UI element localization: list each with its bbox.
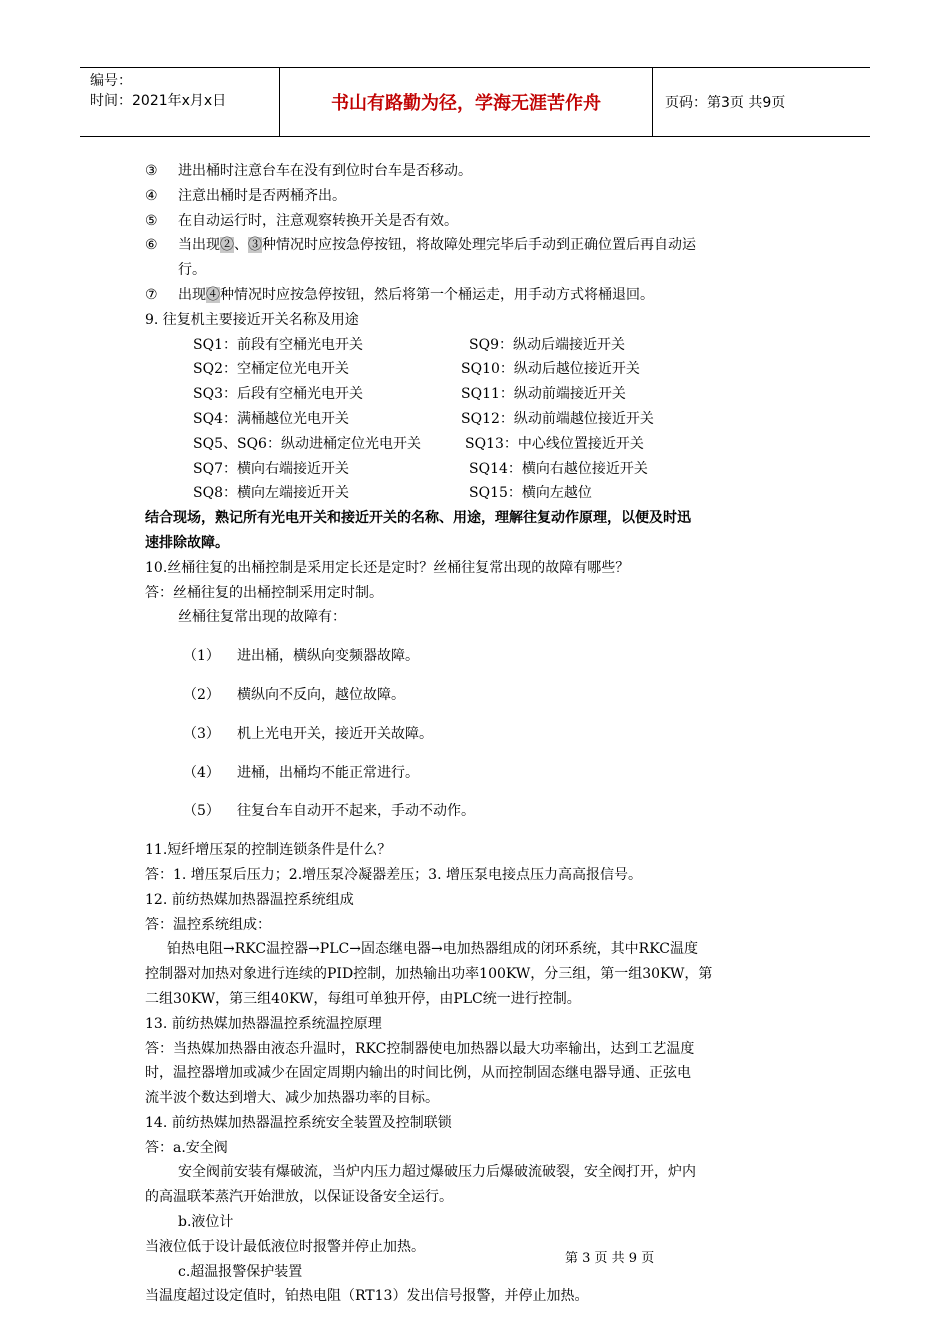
document-body [145,159,815,1309]
fault-item: （5） 往复台车自动开不起来，手动不动作。 [183,803,475,820]
paragraph-line: 的高温联苯蒸汽开始泄放，以保证设备安全运行。 [145,1189,453,1206]
faults-intro: 丝桶往复常出现的故障有： [178,609,346,626]
list-item-continuation: 行。 [178,262,206,279]
list-item: ③ 进出桶时注意台车在没有到位时台车是否移动。 [145,163,472,179]
switch-row: SQ3：后段有空桶光电开关 SQ11：纵动前端接近开关 [193,386,626,403]
answer-text: 答：1. 增压泵后压力；2.增压泵冷凝器差压；3. 增压泵电接点压力高高报信号。 [145,866,642,883]
list-item: ⑤ 在自动运行时，注意观察转换开关是否有效。 [145,212,458,229]
fault-item: （4） 进桶，出桶均不能正常进行。 [183,764,419,781]
highlighted-ref: ③ [248,237,262,254]
header-meta [80,68,280,136]
question-title: 9. 往复机主要接近开关名称及用途 [145,311,359,328]
paragraph-line: 当液位低于设计最低液位时报警并停止加热。 [145,1238,425,1255]
paragraph-line: 答：当热媒加热器由液态升温时，RKC控制器使电加热器以最大功率输出，达到工艺温度 [145,1040,695,1057]
answer-text: 答：a.安全阀 [145,1139,228,1156]
switch-row: SQ2：空桶定位光电开关 SQ10：纵动后越位接近开关 [193,361,640,378]
switch-row: SQ7：横向右端接近开关 SQ14：横向右越位接近开关 [193,460,648,477]
list-item: ④ 注意出桶时是否两桶齐出。 [145,187,346,204]
header-motto: 书山有路勤为径，学海无涯苦作舟 [280,68,653,136]
answer-text: 答：温控系统组成： [145,916,271,933]
bold-note: 速排除故障。 [145,534,229,551]
list-item: ⑦ 出现④种情况时应按急停按钮，然后将第一个桶运走，用手动方式将桶退回。 [145,286,654,303]
highlighted-ref: ④ [206,286,220,303]
question-title: 12. 前纺热媒加热器温控系统组成 [145,891,354,908]
list-item: ⑥ 当出现②、③种情况时应按急停按钮，将故障处理完毕后手动到正确位置后再自动运 [145,237,696,254]
paragraph-line: 铂热电阻→RKC温控器→PLC→固态继电器→电加热器组成的闭环系统，其中RKC温度 [167,941,699,958]
sub-label: b.液位计 [178,1214,234,1231]
paragraph-line: 二组30KW，第三组40KW，每组可单独开停，由PLC统一进行控制。 [145,990,581,1007]
page-header [80,67,870,137]
paragraph-line: 时，温控器增加或减少在固定周期内输出的时间比例，从而控制固态继电器导通、正弦电 [145,1065,691,1082]
question-title: 11.短纤增压泵的控制连锁条件是什么？ [145,842,392,859]
fault-item: （2） 横纵向不反向，越位故障。 [183,686,405,703]
paragraph-line: 控制器对加热对象进行连续的PID控制，加热输出功率100KW，分三组，第一组30KW，第 [145,966,713,983]
sub-label: c.超温报警保护装置 [178,1263,303,1280]
number-label: 编号： [90,73,132,89]
question-title: 10.丝桶往复的出桶控制是采用定长还是定时？丝桶往复常出现的故障有哪些？ [145,559,630,576]
switch-row: SQ8：横向左端接近开关 SQ15：横向左越位 [193,485,592,502]
header-page-label: 页码：第3页 共9页 [665,95,786,111]
question-title: 14. 前纺热媒加热器温控系统安全装置及控制联锁 [145,1114,452,1131]
fault-item: （3） 机上光电开关，接近开关故障。 [183,725,433,742]
switch-row: SQ1：前段有空桶光电开关 SQ9：纵动后端接近开关 [193,336,625,353]
date-label: 时间：2021年x月x日 [90,93,227,109]
question-title: 13. 前纺热媒加热器温控系统温控原理 [145,1015,382,1032]
answer-text: 答：丝桶往复的出桶控制采用定时制。 [145,584,383,601]
paragraph-line: 当温度超过设定值时，铂热电阻（RT13）发出信号报警，并停止加热。 [145,1288,589,1305]
fault-item: （1） 进出桶，横纵向变频器故障。 [183,648,419,665]
bold-note: 结合现场，熟记所有光电开关和接近开关的名称、用途，理解往复动作原理，以便及时迅 [145,510,691,527]
paragraph-line: 流半波个数达到增大、减少加热器功率的目标。 [145,1090,439,1107]
highlighted-ref: ② [220,237,234,254]
paragraph-line: 安全阀前安装有爆破流，当炉内压力超过爆破压力后爆破流破裂，安全阀打开，炉内 [178,1164,696,1181]
switch-row: SQ4：满桶越位光电开关 SQ12：纵动前端越位接近开关 [193,410,654,427]
switch-row: SQ5、SQ6：纵动进桶定位光电开关 SQ13：中心线位置接近开关 [193,435,644,452]
page-footer: 第 3 页 共 9 页 [565,1251,655,1266]
